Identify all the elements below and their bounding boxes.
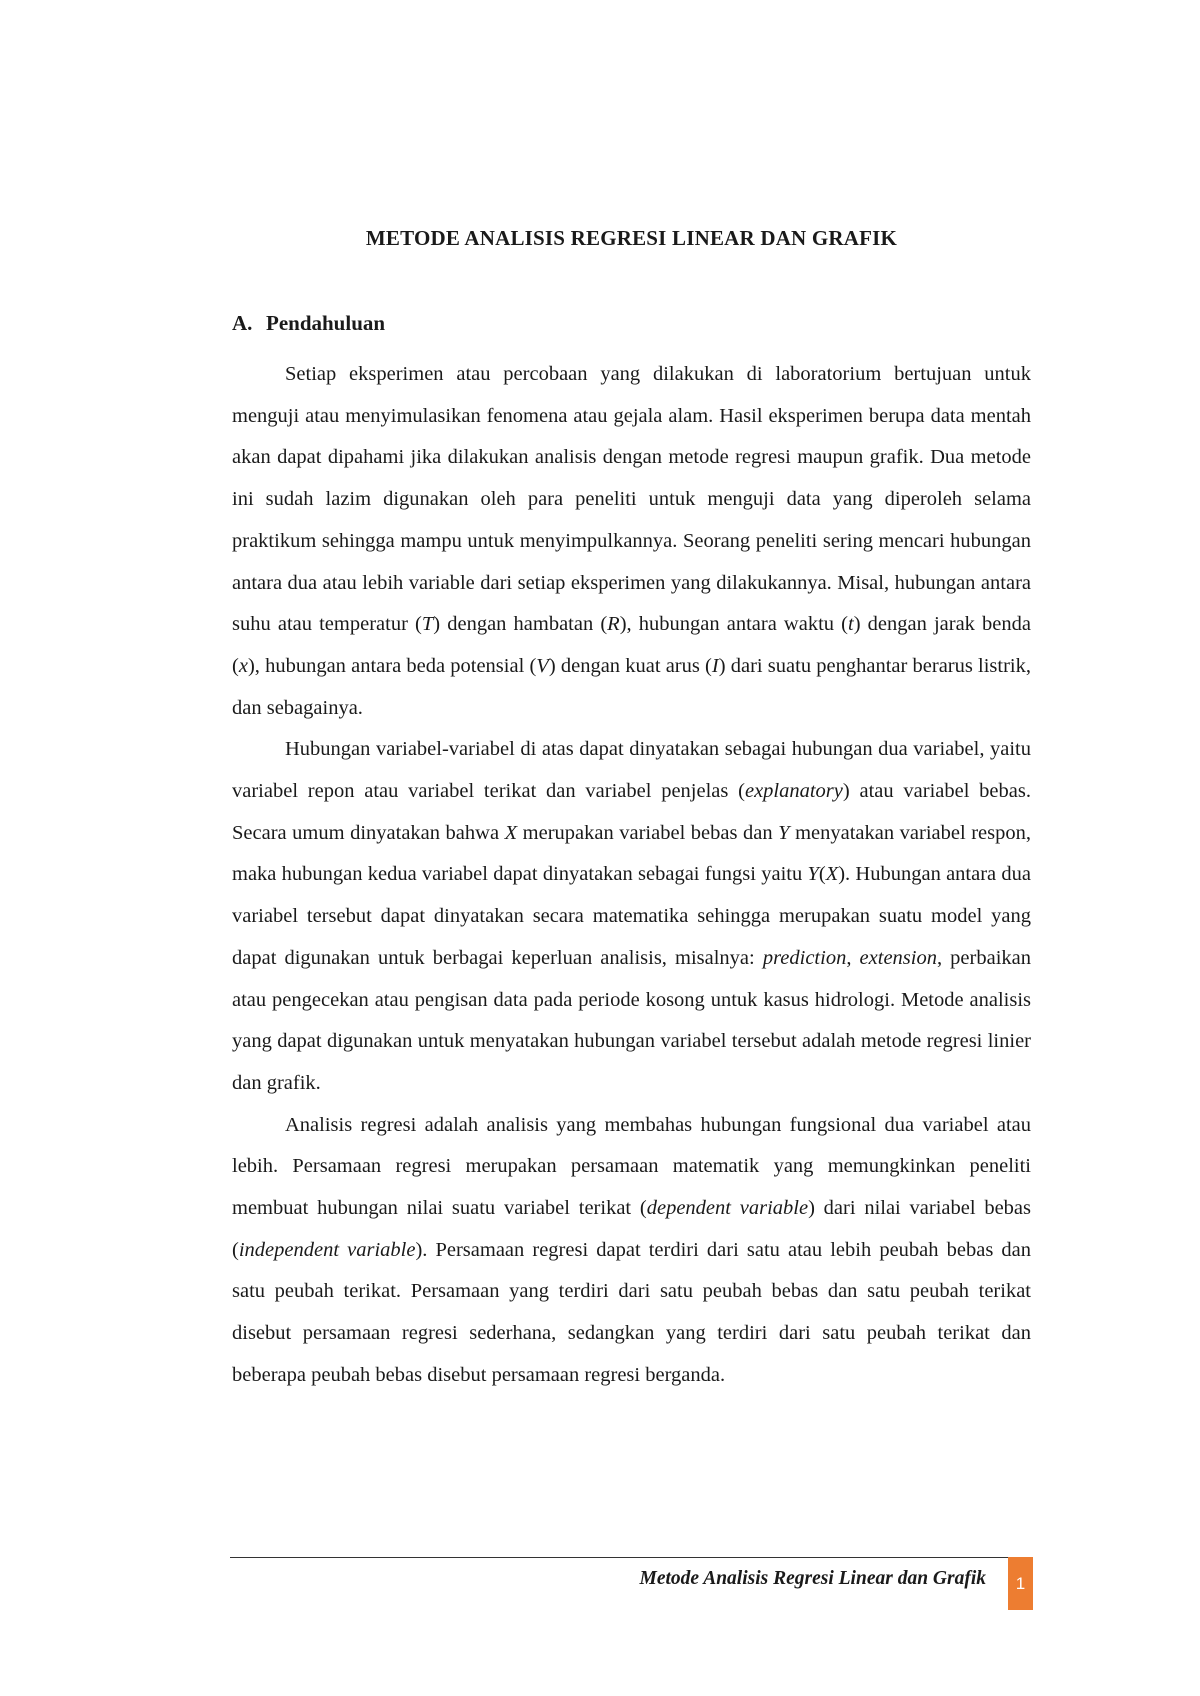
italic-term: x [238,654,248,677]
paragraph-2 [232,729,1031,1104]
italic-term: X [825,863,839,886]
italic-term: T [421,613,434,636]
text-run: merupakan variabel bebas dan [517,821,779,844]
italic-term: R [607,613,620,636]
text-run: ) dengan kuat arus ( [548,654,712,677]
text-run: ) dengan hambatan ( [433,613,608,636]
italic-term: X [504,821,518,844]
footer-divider [230,1557,1033,1558]
section-heading [232,311,385,336]
text-run: ). Hubungan antara dua variabel tersebut dapat dinyatakan secara matematika sehingga merupakan suatu model yang dapat digunakan untuk berbagai keperluan analisis, misalnya: [232,863,1031,969]
text-run: ). Persamaan regresi dapat terdiri dari satu atau lebih peubah bebas dan satu peubah terikat. Persamaan yang terdiri dari satu peubah bebas dan satu peubah terikat disebut persamaan regresi sederhana, sedangkan yang terdiri dari satu peubah terikat dan beberapa peubah bebas disebut persamaan regresi berganda. [232,1238,1031,1386]
paragraph-3 [232,1105,1031,1397]
italic-term: explanatory [744,780,843,803]
italic-term: independent variable [238,1238,416,1261]
italic-term: Y [807,863,819,886]
text-run: ( [818,863,826,886]
italic-term: Y [778,821,790,844]
italic-term: V [536,654,549,677]
section-number: A. [232,311,253,335]
text-run: ) dari suatu penghantar berarus listrik, dan sebagainya. [232,654,1031,719]
text-run: ) atau variabel bebas. Secara umum dinyatakan bahwa [232,780,1031,844]
italic-term: extension [859,946,937,969]
section-heading-text: Pendahuluan [266,311,386,335]
body-text [232,354,1031,1397]
text-run: ), hubungan antara waktu ( [619,613,848,636]
text-run: ) dari nilai variabel bebas ( [232,1197,1031,1261]
italic-term: t [847,613,854,636]
text-run: , perbaikan atau pengecekan atau pengisan data pada periode kosong untuk kasus hidrologi. Metode analisis yang dapat digunakan untuk menyatakan hubungan variabel tersebut adalah metode regresi linier dan grafik. [232,946,1031,1094]
text-run: Setiap eksperimen atau percobaan yang dilakukan di laboratorium bertujuan untuk menguji atau menyimulasikan fenomena atau gejala alam. Hasil eksperimen berupa data mentah akan dapat dipahami jika dilakukan analisis dengan metode regresi maupun grafik. Dua metode ini sudah lazim digunakan oleh para peneliti untuk menguji data yang diperoleh selama praktikum sehingga mampu untuk menyimpulkannya. Seorang peneliti sering mencari hubungan antara dua atau lebih variable dari setiap eksperimen yang dilakukannya. Misal, hubungan antara suhu atau temperatur ( [232,363,1031,636]
italic-term: I [711,654,719,677]
footer-running-title: Metode Analisis Regresi Linear dan Grafik [639,1568,986,1589]
italic-term: prediction [762,946,847,969]
page-number-badge: 1 [1008,1557,1033,1610]
text-run: , [846,946,860,969]
document-title: METODE ANALISIS REGRESI LINEAR DAN GRAFIK [365,226,898,250]
italic-term: dependent variable [646,1197,809,1220]
text-run: ) dengan jarak benda ( [232,613,1031,677]
paragraph-1 [232,354,1031,729]
text-run: ), hubungan antara beda potensial ( [247,654,537,677]
text-run: Analisis regresi adalah analisis yang membahas hubungan fungsional dua variabel atau lebih. Persamaan regresi merupakan persamaan matematik yang memungkinkan peneliti membuat hubungan nilai suatu variabel terikat ( [232,1113,1031,1220]
text-run: menyatakan variabel respon, maka hubungan kedua variabel dapat dinyatakan sebagai fungsi yaitu [232,821,1031,886]
text-run: Hubungan variabel-variabel di atas dapat dinyatakan sebagai hubungan dua variabel, yaitu variabel repon atau variabel terikat dan variabel penjelas ( [232,738,1031,803]
